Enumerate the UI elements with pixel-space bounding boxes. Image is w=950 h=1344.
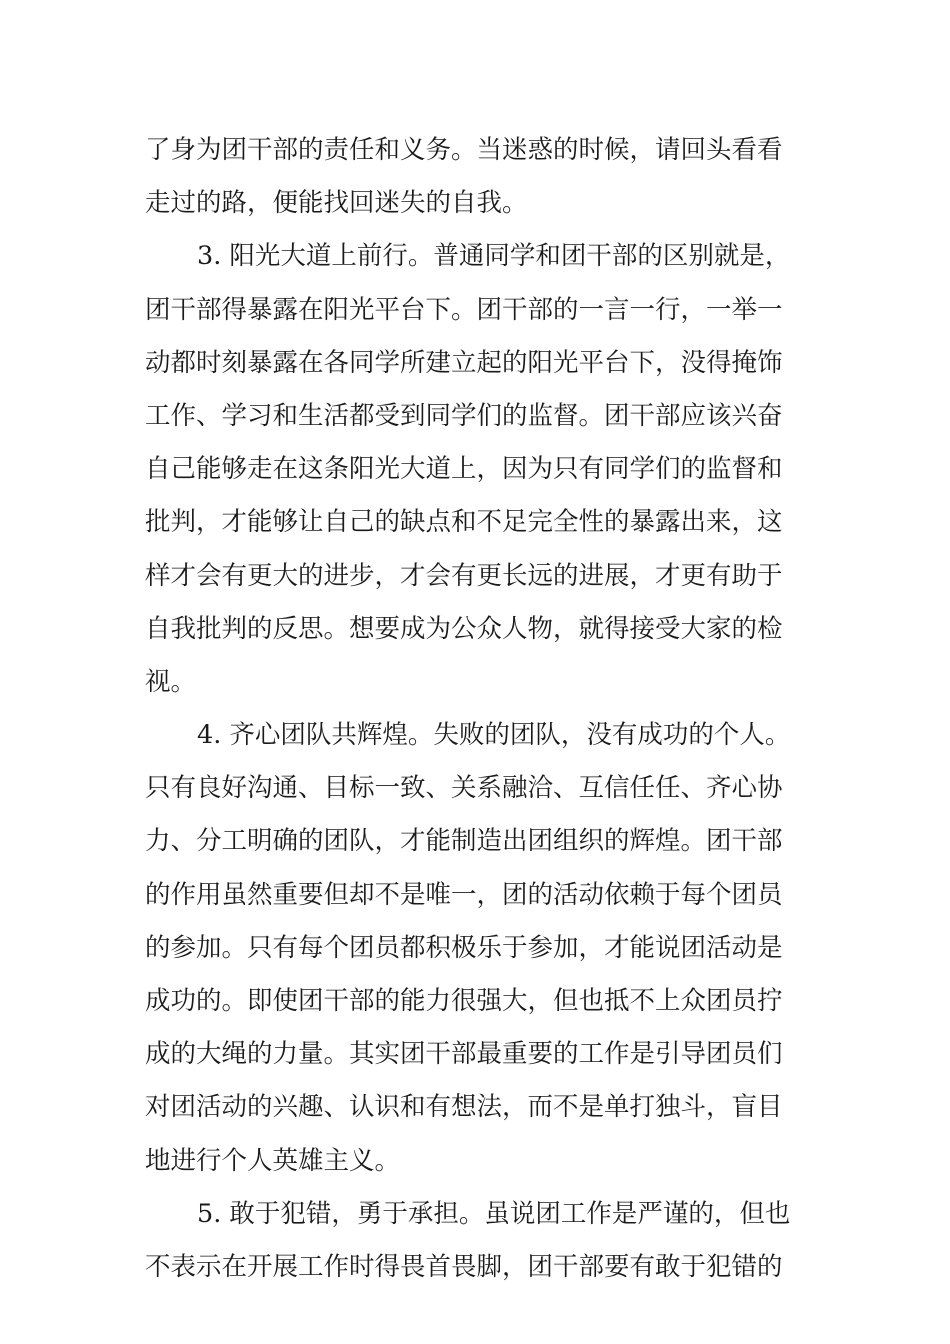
text-line: 5. 敢于犯错，勇于承担。虽说团工作是严谨的，但也 [197, 1198, 791, 1229]
text-line: 自我批判的反思。想要成为公众人物，就得接受大家的检 [145, 613, 783, 644]
text-line: 样才会有更大的进步，才会有更长远的进展，才更有助于 [145, 560, 783, 591]
text-line: 动都时刻暴露在各同学所建立起的阳光平台下，没得掩饰 [145, 347, 783, 378]
text-line: 的作用虽然重要但却不是唯一，团的活动依赖于每个团员 [145, 879, 783, 910]
text-line: 地进行个人英雄主义。 [145, 1145, 401, 1176]
body-text [145, 124, 810, 1294]
text-line: 4. 齐心团队共辉煌。失败的团队，没有成功的个人。 [197, 720, 791, 751]
text-line: 力、分工明确的团队，才能制造出团组织的辉煌。团干部 [145, 826, 783, 857]
text-line: 了身为团干部的责任和义务。当迷惑的时候，请回头看看 [145, 135, 783, 165]
text-line: 只有良好沟通、目标一致、关系融洽、互信任任、齐心协 [145, 773, 783, 804]
text-line: 不表示在开展工作时得畏首畏脚，团干部要有敢于犯错的 [145, 1251, 783, 1282]
text-line: 团干部得暴露在阳光平台下。团干部的一言一行，一举一 [145, 294, 783, 325]
text-line: 成功的。即使团干部的能力很强大，但也抵不上众团员拧 [145, 986, 783, 1016]
text-line: 成的大绳的力量。其实团干部最重要的工作是引导团员们 [145, 1039, 783, 1070]
text-line: 走过的路，便能找回迷失的自我。 [145, 188, 528, 219]
text-line: 自己能够走在这条阳光大道上，因为只有同学们的监督和 [145, 454, 783, 485]
text-line: 工作、学习和生活都受到同学们的监督。团干部应该兴奋 [145, 400, 783, 431]
text-line: 对团活动的兴趣、认识和有想法，而不是单打独斗，盲目 [145, 1092, 783, 1123]
text-line: 批判，才能够让自己的缺点和不足完全性的暴露出来，这 [145, 507, 783, 538]
text-line: 的参加。只有每个团员都积极乐于参加，才能说团活动是 [145, 932, 783, 963]
text-line: 视。 [145, 666, 197, 697]
text-line: 3. 阳光大道上前行。普通同学和团干部的区别就是， [197, 241, 791, 272]
